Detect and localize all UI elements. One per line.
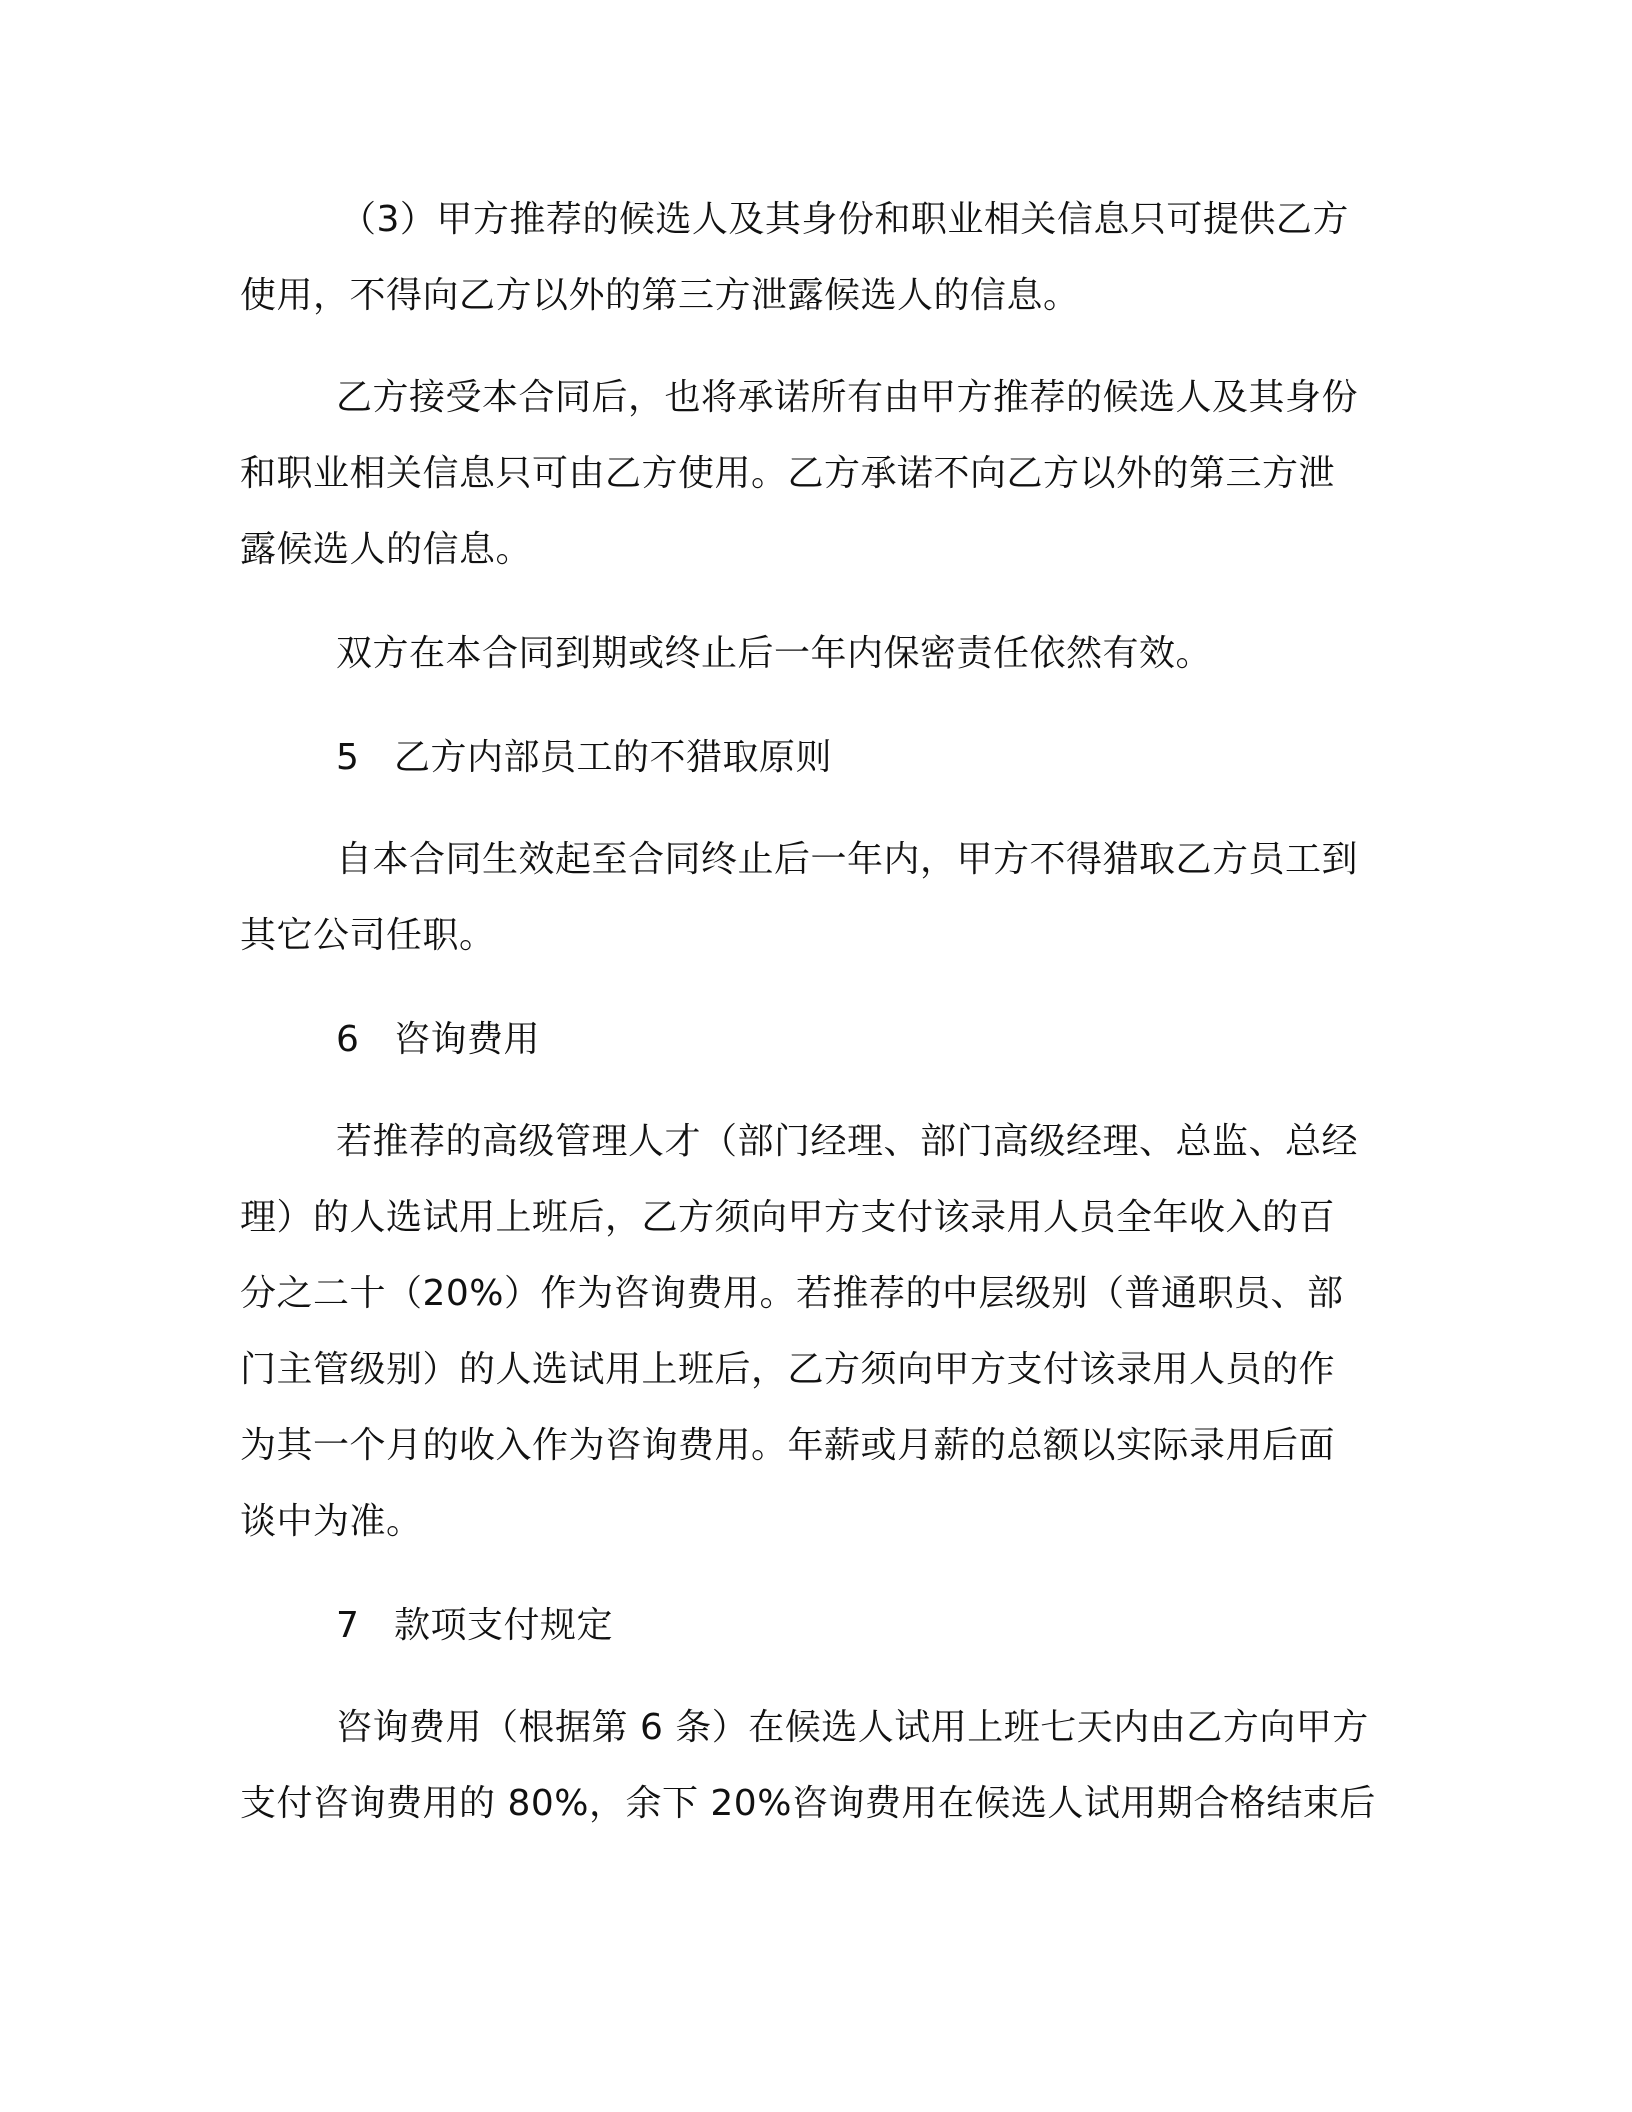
paragraph-line: 自本合同生效起至合同终止后一年内，甲方不得猎取乙方员工到 — [336, 839, 1359, 880]
paragraph-line: 双方在本合同到期或终止后一年内保密责任依然有效。 — [336, 633, 1213, 674]
paragraph-line: 露候选人的信息。 — [240, 529, 533, 570]
paragraph-line: 理）的人选试用上班后，乙方须向甲方支付该录用人员全年收入的百 — [240, 1197, 1336, 1238]
paragraph-line: 谈中为准。 — [240, 1501, 423, 1542]
section-number: 7 — [336, 1605, 360, 1646]
paragraph-line: 门主管级别）的人选试用上班后，乙方须向甲方支付该录用人员的作 — [240, 1349, 1336, 1390]
paragraph-line: 和职业相关信息只可由乙方使用。乙方承诺不向乙方以外的第三方泄 — [240, 453, 1336, 494]
paragraph-line: 若推荐的高级管理人才（部门经理、部门高级经理、总监、总经 — [336, 1121, 1359, 1162]
section-heading-7 — [336, 1602, 613, 1650]
paragraph-line: （3）甲方推荐的候选人及其身份和职业相关信息只可提供乙方 — [340, 199, 1349, 240]
paragraph-line: 分之二十（20%）作为咨询费用。若推荐的中层级别（普通职员、部 — [240, 1273, 1344, 1314]
section-title: 咨询费用 — [394, 1019, 541, 1060]
section-title: 款项支付规定 — [394, 1605, 614, 1646]
paragraph-line: 其它公司任职。 — [240, 915, 496, 956]
paragraph-line: 乙方接受本合同后，也将承诺所有由甲方推荐的候选人及其身份 — [336, 377, 1359, 418]
paragraph-line: 支付咨询费用的 80%，余下 20%咨询费用在候选人试用期合格结束后 — [240, 1783, 1376, 1824]
paragraph-line: 为其一个月的收入作为咨询费用。年薪或月薪的总额以实际录用后面 — [240, 1425, 1336, 1466]
section-heading-5 — [336, 734, 832, 782]
section-title: 乙方内部员工的不猎取原则 — [394, 737, 833, 778]
section-heading-6 — [336, 1016, 540, 1064]
paragraph-line: 使用，不得向乙方以外的第三方泄露候选人的信息。 — [240, 275, 1080, 316]
paragraph-line: 咨询费用（根据第 6 条）在候选人试用上班七天内由乙方向甲方 — [336, 1707, 1369, 1748]
section-number: 6 — [336, 1019, 360, 1060]
section-number: 5 — [336, 737, 360, 778]
